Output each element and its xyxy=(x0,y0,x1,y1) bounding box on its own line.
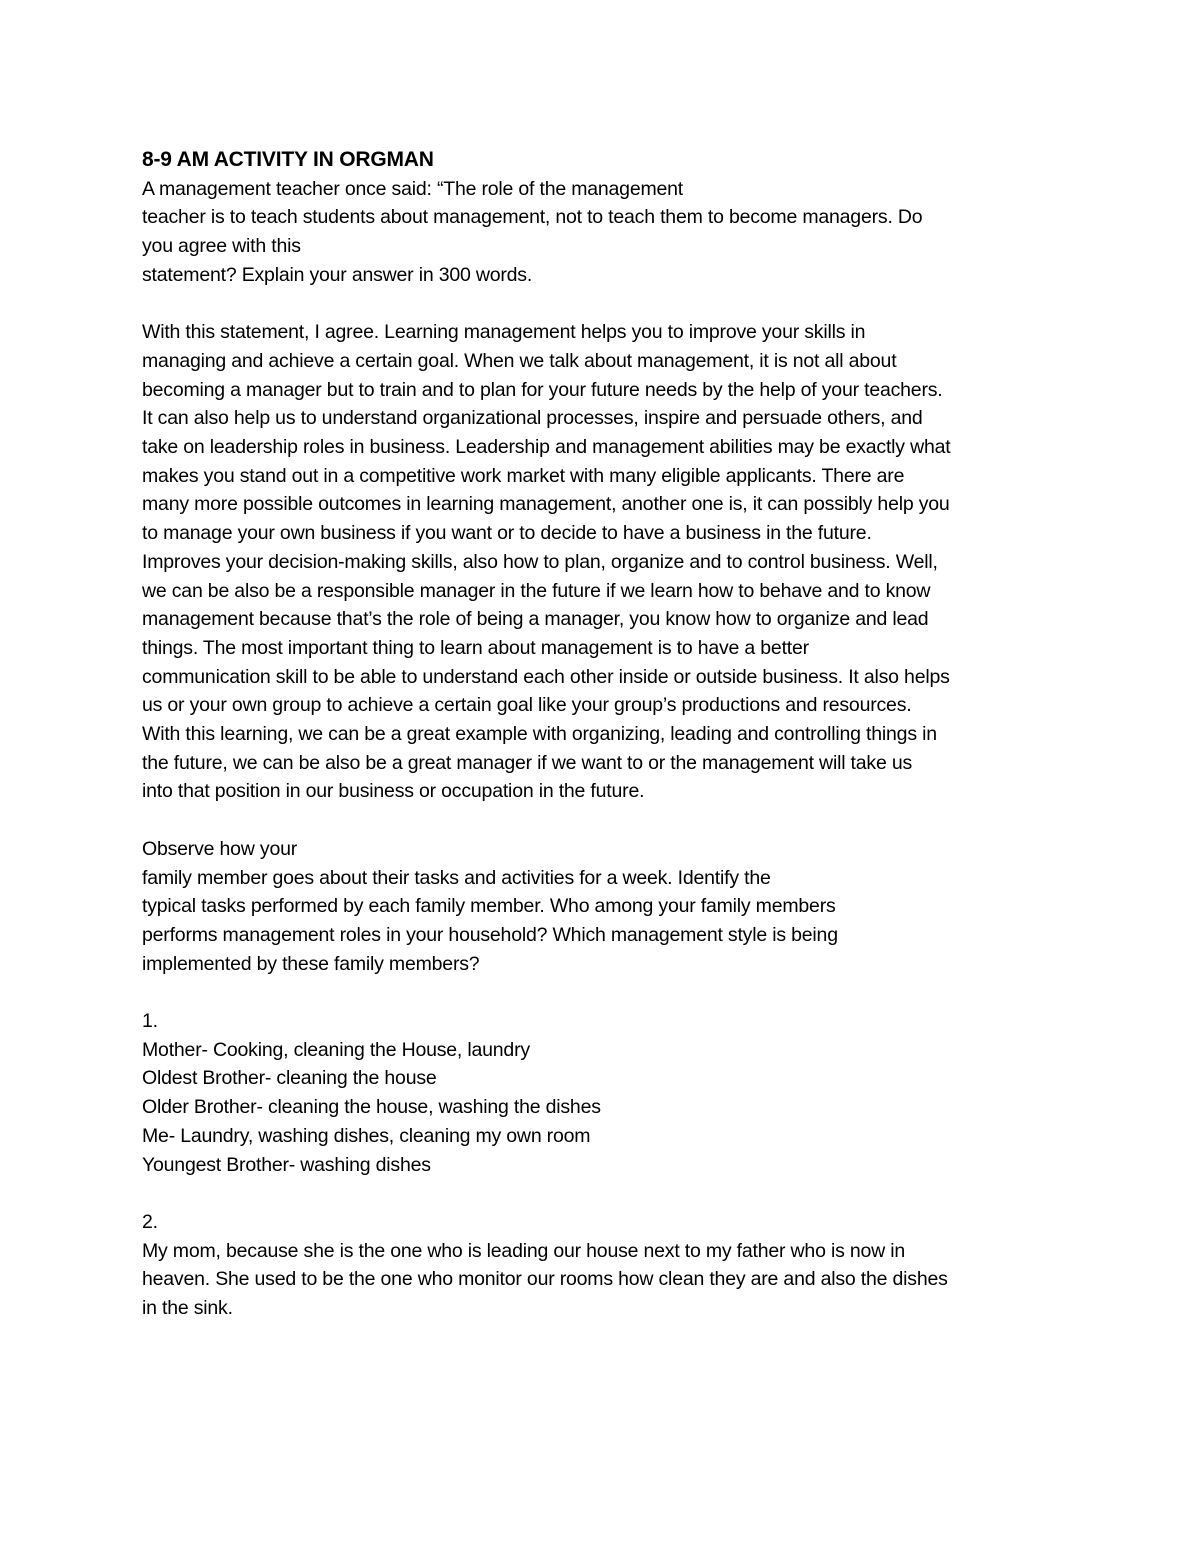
task-list-item: Older Brother- cleaning the house, washing the dishes xyxy=(142,1096,601,1119)
section-1-number: 1. xyxy=(142,1010,158,1033)
answer-1-line: managing and achieve a certain goal. When we talk about management, it is not all about xyxy=(142,349,897,372)
spacer xyxy=(142,806,1082,835)
spacer xyxy=(142,290,1082,319)
answer-2-line: heaven. She used to be the one who monitor our rooms how clean they are and also the dishes xyxy=(142,1268,948,1291)
answer-1-line: into that position in our business or occupation in the future. xyxy=(142,780,645,803)
answer-1-line: the future, we can be also be a great manager if we want to or the management will take us xyxy=(142,751,913,774)
answer-1-paragraph xyxy=(142,318,1082,806)
task-list-item: Oldest Brother- cleaning the house xyxy=(142,1067,437,1090)
answer-1-line: take on leadership roles in business. Leadership and management abilities may be exactly what xyxy=(142,436,951,459)
document-title: 8-9 AM ACTIVITY IN ORGMAN xyxy=(142,148,434,171)
prompt-1-line: teacher is to teach students about management, not to teach them to become managers. Do xyxy=(142,206,923,229)
prompt-1 xyxy=(142,175,1082,290)
answer-1-line: we can be also be a responsible manager in the future if we learn how to behave and to know xyxy=(142,579,931,602)
task-list-item: Mother- Cooking, cleaning the House, laundry xyxy=(142,1038,530,1061)
answer-1-line: Improves your decision-making skills, also how to plan, organize and to control business. Well, xyxy=(142,550,938,573)
answer-2-line: My mom, because she is the one who is leading our house next to my father who is now in xyxy=(142,1239,906,1262)
answer-1-line: It can also help us to understand organizational processes, inspire and persuade others, and xyxy=(142,407,923,430)
answer-2-line: in the sink. xyxy=(142,1297,233,1320)
answer-1-line: communication skill to be able to understand each other inside or outside business. It also helps xyxy=(142,665,950,688)
section-1 xyxy=(142,1007,1082,1179)
spacer xyxy=(142,1179,1082,1208)
answer-1-line: many more possible outcomes in learning management, another one is, it can possibly help you xyxy=(142,493,950,516)
answer-1-line: makes you stand out in a competitive work market with many eligible applicants. There are xyxy=(142,464,905,487)
task-list-item: Me- Laundry, washing dishes, cleaning my own room xyxy=(142,1124,591,1147)
answer-1-line: management because that’s the role of being a manager, you know how to organize and lead xyxy=(142,608,929,631)
spacer xyxy=(142,978,1082,1007)
prompt-2-line: performs management roles in your household? Which management style is being xyxy=(142,923,838,946)
prompt-1-line: A management teacher once said: “The role of the management xyxy=(142,177,684,200)
answer-1-line: us or your own group to achieve a certain goal like your group’s productions and resources. xyxy=(142,694,912,717)
document-page xyxy=(142,146,1082,1323)
prompt-1-line: statement? Explain your answer in 300 words. xyxy=(142,263,533,286)
section-2-number: 2. xyxy=(142,1210,158,1233)
section-2 xyxy=(142,1208,1082,1323)
prompt-1-line: you agree with this xyxy=(142,235,301,258)
answer-1-line: becoming a manager but to train and to plan for your future needs by the help of your teachers. xyxy=(142,378,943,401)
prompt-2 xyxy=(142,835,1082,979)
prompt-2-line: family member goes about their tasks and activities for a week. Identify the xyxy=(142,866,771,889)
task-list-item: Youngest Brother- washing dishes xyxy=(142,1153,431,1176)
answer-1-line: to manage your own business if you want or to decide to have a business in the future. xyxy=(142,522,872,545)
prompt-2-line: Observe how your xyxy=(142,837,298,860)
answer-1-line: With this learning, we can be a great example with organizing, leading and controlling things in xyxy=(142,723,937,746)
prompt-2-line: typical tasks performed by each family member. Who among your family members xyxy=(142,895,836,918)
prompt-2-line: implemented by these family members? xyxy=(142,952,480,975)
answer-1-line: things. The most important thing to learn about management is to have a better xyxy=(142,636,809,659)
answer-1-line: With this statement, I agree. Learning management helps you to improve your skills in xyxy=(142,321,866,344)
